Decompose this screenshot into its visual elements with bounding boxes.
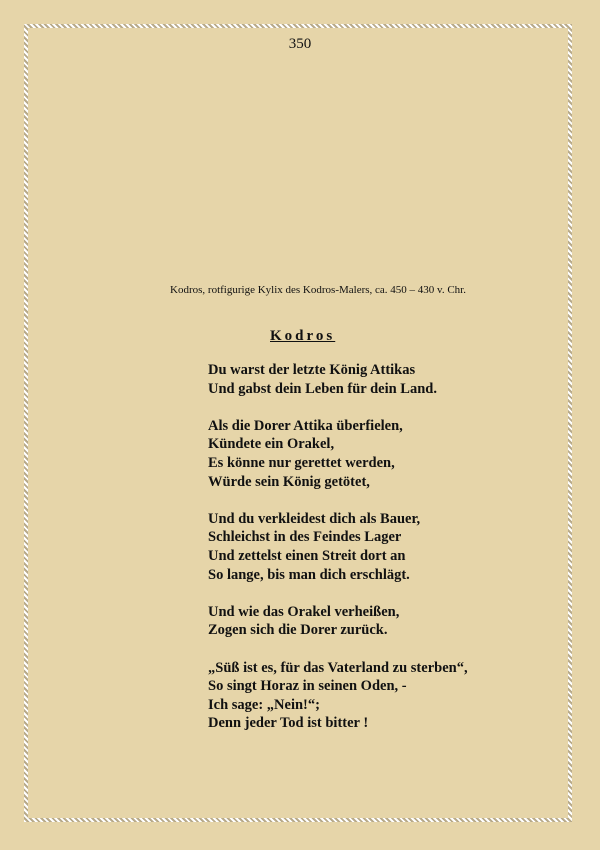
poem-line: Es könne nur gerettet werden, xyxy=(208,454,395,471)
poem-line: „Süß ist es, für das Vaterland zu sterben“, xyxy=(208,659,468,676)
poem-line: Und zettelst einen Streit dort an xyxy=(208,547,406,564)
poem-line: Schleichst in des Feindes Lager xyxy=(208,529,402,546)
poem-line: Und du verkleidest dich als Bauer, xyxy=(208,510,421,527)
image-caption: Kodros, rotfigurige Kylix des Kodros-Malers, ca. 450 – 430 v. Chr. xyxy=(170,284,466,296)
stanza-4 xyxy=(208,603,468,640)
poem-line: So lange, bis man dich erschlägt. xyxy=(208,566,410,583)
poem-line: Würde sein König getötet, xyxy=(208,473,370,490)
poem-line: Und gabst dein Leben für dein Land. xyxy=(208,380,437,397)
poem-line: Kündete ein Orakel, xyxy=(208,436,335,453)
stanza-1 xyxy=(208,361,468,398)
poem-line: Du warst der letzte König Attikas xyxy=(208,362,416,378)
poem-line: Ich sage: „Nein!“; xyxy=(208,696,320,713)
poem-title: Kodros xyxy=(270,328,336,344)
stanza-2 xyxy=(208,417,468,491)
poem-body xyxy=(208,361,468,751)
poem-line: Als die Dorer Attika überfielen, xyxy=(208,417,403,434)
poem-line: Zogen sich die Dorer zurück. xyxy=(208,622,388,639)
page-number: 350 xyxy=(288,36,312,52)
poem-line: Und wie das Orakel verheißen, xyxy=(208,603,400,620)
stanza-5 xyxy=(208,659,468,733)
stanza-3 xyxy=(208,510,468,584)
poem-line: So singt Horaz in seinen Oden, - xyxy=(208,678,407,695)
poem-line: Denn jeder Tod ist bitter ! xyxy=(208,715,369,732)
